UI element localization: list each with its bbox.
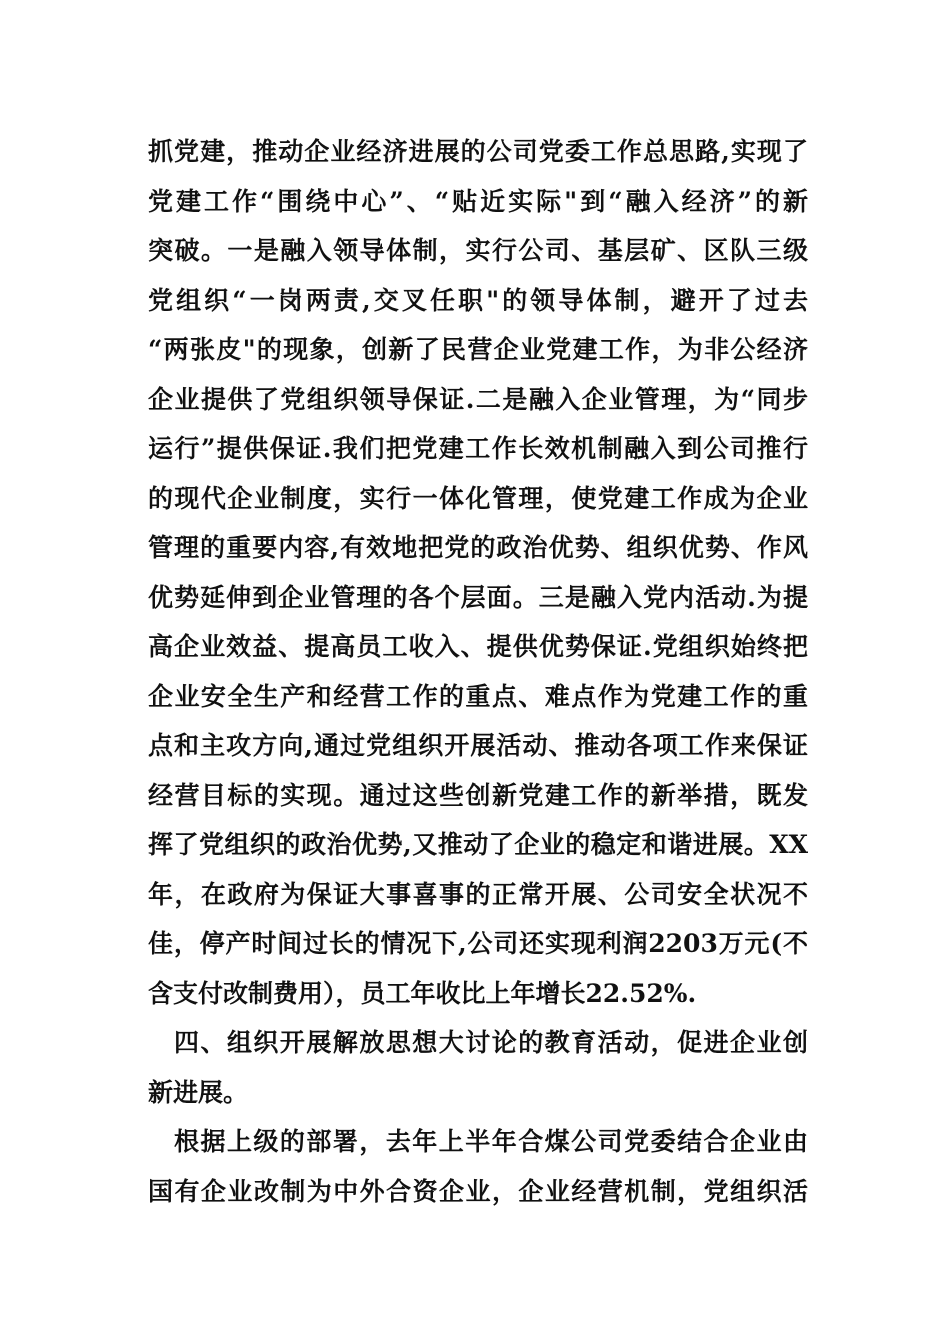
text-line: 国有企业改制为中外合资企业，企业经营机制，党组织活: [148, 1176, 808, 1206]
text-line: 根据上级的部署，去年上半年合煤公司党委结合企业由: [174, 1127, 808, 1156]
text-line: 佳，停产时间过长的情况下,公司还实现利润2203万元(不: [148, 929, 808, 958]
text-line: 企业提供了党组织领导保证.二是融入企业管理，为“同步: [148, 384, 808, 414]
text-line: 管理的重要内容,有效地把党的政治优势、组织优势、作风: [148, 533, 808, 562]
text-line: 党建工作“围绕中心”、“贴近实际"到“融入经济”的新: [148, 186, 808, 216]
text-line: 的现代企业制度，实行一体化管理，使党建工作成为企业: [148, 483, 808, 513]
text-line: 挥了党组织的政治优势,又推动了企业的稳定和谐进展。XX: [148, 830, 808, 859]
text-line: 党组织“一岗两责,交叉任职"的领导体制，避开了过去: [148, 285, 808, 315]
heading-line: 新进展。: [148, 1077, 249, 1107]
text-line: 企业安全生产和经营工作的重点、难点作为党建工作的重: [148, 681, 808, 711]
text-line: 点和主攻方向,通过党组织开展活动、推动各项工作来保证: [148, 731, 808, 760]
text-line: 突破。一是融入领导体制，实行公司、基层矿、区队三级: [148, 236, 808, 265]
heading-line: 四、组织开展解放思想大讨论的教育活动，促进企业创: [174, 1028, 808, 1057]
text-line: 经营目标的实现。通过这些创新党建工作的新举措，既发: [148, 780, 808, 810]
text-line: 含支付改制费用），员工年收比上年增长22.52%.: [148, 978, 697, 1008]
text-line: “两张皮"的现象，创新了民营企业党建工作，为非公经济: [148, 335, 808, 364]
body-text: [148, 127, 808, 1216]
text-line: 优势延伸到企业管理的各个层面。三是融入党内活动.为提: [148, 582, 808, 612]
text-line: 抓党建，推动企业经济进展的公司党委工作总思路,实现了: [148, 137, 808, 166]
text-line: 年，在政府为保证大事喜事的正常开展、公司安全状况不: [148, 879, 808, 909]
text-line: 高企业效益、提高员工收入、提供优势保证.党组织始终把: [148, 632, 808, 661]
text-line: 运行”提供保证.我们把党建工作长效机制融入到公司推行: [148, 434, 808, 463]
